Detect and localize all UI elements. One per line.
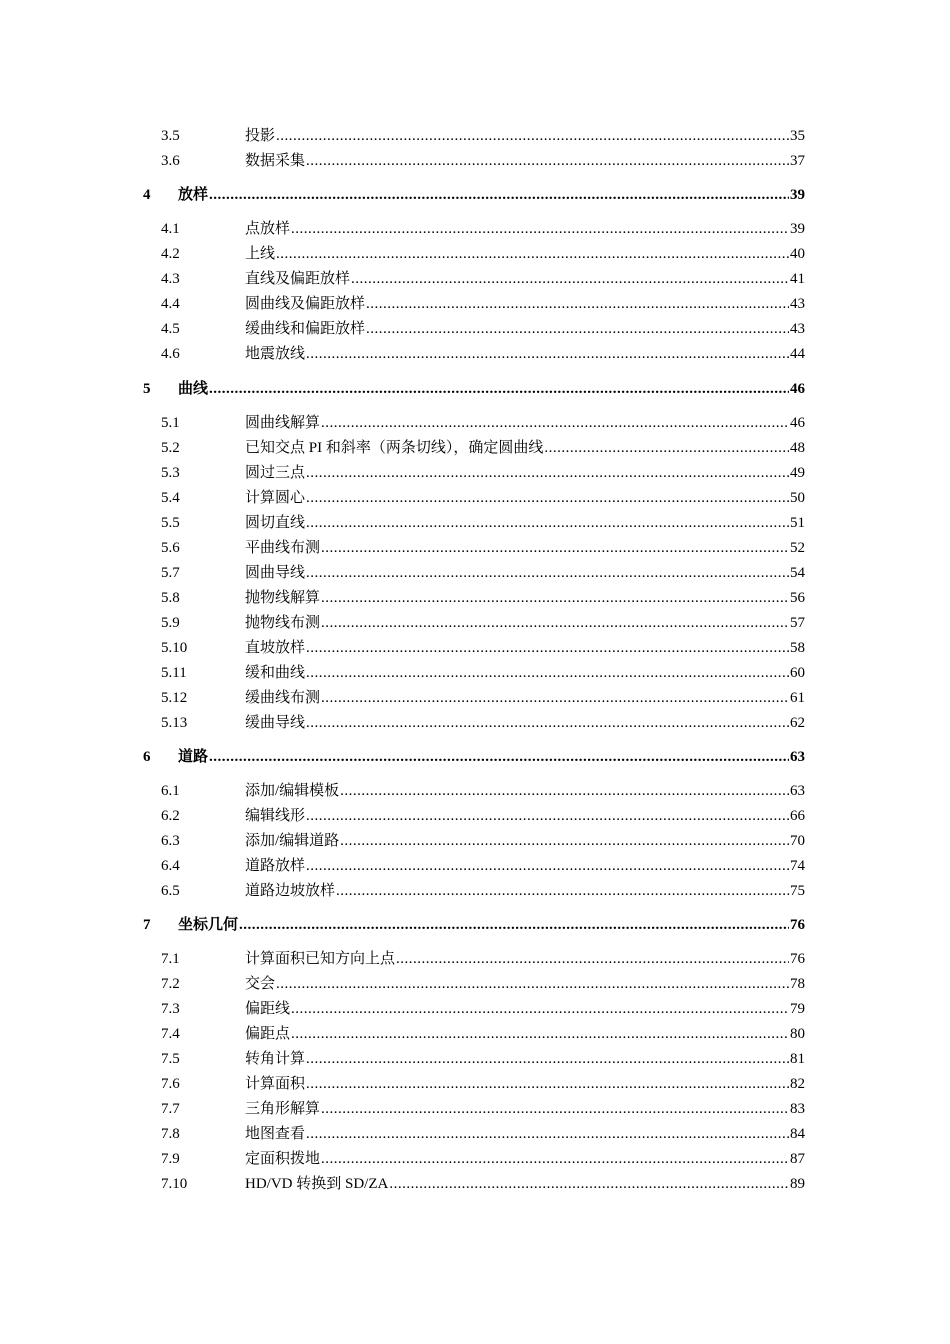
dot-leader [306,487,789,509]
toc-entry-number: 6.5 [161,883,180,899]
toc-entry-number: 5.6 [161,540,180,556]
toc-chapter-title: 道路 [178,749,209,765]
dot-leader [306,662,789,684]
toc-entry-number: 5.9 [161,615,180,631]
toc-entry-number: 4.1 [161,221,180,237]
toc-entry-5-7[interactable] [0,562,950,584]
toc-entry-page: 84 [790,1126,805,1142]
toc-entry-number: 5.3 [161,465,180,481]
toc-entry-5-9[interactable] [0,612,950,634]
toc-entry-title: 计算圆心 [245,490,306,506]
toc-entry-7-5[interactable] [0,1048,950,1070]
dot-leader [321,1098,789,1120]
dot-leader [209,378,789,400]
toc-entry-title: 三角形解算 [245,1101,321,1117]
toc-entry-page: 74 [790,858,805,874]
toc-entry-6-2[interactable] [0,805,950,827]
toc-entry-7-1[interactable] [0,948,950,970]
toc-entry-title: 计算面积 [245,1076,306,1092]
toc-entry-title: 平曲线布测 [245,540,321,556]
toc-entry-page: 70 [790,833,805,849]
toc-entry-title: 地震放线 [245,346,306,362]
toc-chapter-page: 76 [790,917,805,933]
toc-entry-title: 添加/编辑模板 [245,783,340,799]
toc-entry-title: 抛物线解算 [245,590,321,606]
toc-entry-7-8[interactable] [0,1123,950,1145]
toc-entry-number: 7.10 [161,1176,188,1192]
toc-entry-7-3[interactable] [0,998,950,1020]
toc-chapter-number: 7 [143,917,151,933]
toc-entry-title: 圆过三点 [245,465,306,481]
toc-entry-number: 5.2 [161,440,180,456]
toc-entry-title: 交会 [245,976,276,992]
toc-entry-title: 偏距线 [245,1001,291,1017]
toc-entry-title: 偏距点 [245,1026,291,1042]
toc-entry-page: 39 [790,221,805,237]
toc-entry-number: 6.4 [161,858,180,874]
toc-entry-title: 圆曲线及偏距放样 [245,296,366,312]
toc-entry-title: 地图查看 [245,1126,306,1142]
dot-leader [351,268,789,290]
toc-entry-page: 75 [790,883,805,899]
toc-entry-number: 7.2 [161,976,180,992]
toc-entry-page: 78 [790,976,805,992]
dot-leader [306,637,789,659]
toc-entry-page: 57 [790,615,805,631]
toc-entry-number: 5.7 [161,565,180,581]
toc-entry-number: 5.4 [161,490,180,506]
dot-leader [366,293,789,315]
toc-entry-number: 5.8 [161,590,180,606]
toc-entry-page: 58 [790,640,805,656]
toc-chapter-number: 6 [143,749,151,765]
dot-leader [544,437,789,459]
dot-leader [306,1123,789,1145]
toc-chapter-5[interactable] [0,378,950,400]
toc-chapter-6[interactable] [0,746,950,768]
toc-chapter-page: 63 [790,749,805,765]
toc-entry-number: 7.5 [161,1051,180,1067]
toc-entry-7-2[interactable] [0,973,950,995]
dot-leader [321,587,789,609]
toc-entry-number: 4.2 [161,246,180,262]
dot-leader [396,948,789,970]
dot-leader [209,746,789,768]
toc-entry-title: 缓曲导线 [245,715,306,731]
toc-entry-title: 抛物线布测 [245,615,321,631]
dot-leader [291,218,789,240]
toc-entry-3-6[interactable] [0,150,950,172]
toc-entry-page: 80 [790,1026,805,1042]
toc-entry-page: 51 [790,515,805,531]
toc-entry-number: 7.4 [161,1026,180,1042]
toc-entry-page: 50 [790,490,805,506]
toc-entry-page: 49 [790,465,805,481]
toc-chapter-title: 坐标几何 [178,917,239,933]
dot-leader [306,855,789,877]
toc-entry-number: 7.7 [161,1101,180,1117]
dot-leader [321,412,789,434]
toc-entry-number: 6.1 [161,783,180,799]
toc-entry-title: 数据采集 [245,153,306,169]
dot-leader [321,1148,789,1170]
toc-entry-title: 圆曲线解算 [245,415,321,431]
toc-entry-page: 46 [790,415,805,431]
toc-entry-title: 上线 [245,246,276,262]
toc-entry-page: 82 [790,1076,805,1092]
toc-entry-page: 79 [790,1001,805,1017]
dot-leader [321,687,789,709]
toc-entry-title: 圆切直线 [245,515,306,531]
toc-entry-5-1[interactable] [0,412,950,434]
toc-chapter-page: 39 [790,187,805,203]
toc-entry-number: 4.5 [161,321,180,337]
toc-entry-number: 5.10 [161,640,188,656]
toc-entry-4-2[interactable] [0,243,950,265]
dot-leader [276,243,789,265]
toc-chapter-page: 46 [790,381,805,397]
toc-entry-5-2[interactable] [0,437,950,459]
toc-entry-page: 61 [790,690,805,706]
toc-entry-3-5[interactable] [0,125,950,147]
toc-entry-title: 计算面积已知方向上点 [245,951,396,967]
dot-leader [306,562,789,584]
toc-entry-page: 83 [790,1101,805,1117]
toc-entry-number: 3.6 [161,153,180,169]
dot-leader [340,830,789,852]
toc-entry-title: 添加/编辑道路 [245,833,340,849]
toc-entry-5-5[interactable] [0,512,950,534]
dot-leader [209,184,789,206]
toc-entry-number: 5.13 [161,715,188,731]
dot-leader [306,343,789,365]
toc-entry-5-13[interactable] [0,712,950,734]
dot-leader [366,318,789,340]
toc-entry-page: 54 [790,565,805,581]
toc-entry-title: 投影 [245,128,276,144]
toc-entry-6-5[interactable] [0,880,950,902]
toc-entry-page: 44 [790,346,805,362]
toc-entry-title: 缓和曲线 [245,665,306,681]
toc-entry-page: 37 [790,153,805,169]
toc-entry-5-10[interactable] [0,637,950,659]
toc-entry-5-11[interactable] [0,662,950,684]
toc-entry-page: 66 [790,808,805,824]
dot-leader [306,512,789,534]
toc-entry-title: 转角计算 [245,1051,306,1067]
toc-chapter-4[interactable] [0,184,950,206]
toc-chapter-7[interactable] [0,914,950,936]
toc-entry-title: 点放样 [245,221,291,237]
toc-entry-4-4[interactable] [0,293,950,315]
toc-entry-number: 4.3 [161,271,180,287]
toc-entry-title: 道路边坡放样 [245,883,336,899]
toc-entry-page: 81 [790,1051,805,1067]
toc-entry-4-5[interactable] [0,318,950,340]
toc-entry-title: 编辑线形 [245,808,306,824]
toc-entry-7-6[interactable] [0,1073,950,1095]
dot-leader [306,462,789,484]
toc-chapter-number: 4 [143,187,151,203]
toc-entry-7-4[interactable] [0,1023,950,1045]
toc-entry-4-3[interactable] [0,268,950,290]
toc-entry-number: 7.9 [161,1151,180,1167]
toc-entry-page: 52 [790,540,805,556]
dot-leader [321,612,789,634]
toc-entry-5-6[interactable] [0,537,950,559]
toc-entry-title: 定面积拨地 [245,1151,321,1167]
toc-entry-title: 已知交点 PI 和斜率（两条切线），确定圆曲线 [245,440,544,456]
toc-entry-page: 56 [790,590,805,606]
toc-entry-number: 5.11 [161,665,187,681]
dot-leader [276,973,789,995]
toc-entry-title: 缓曲线布测 [245,690,321,706]
toc-entry-number: 7.3 [161,1001,180,1017]
dot-leader [239,914,789,936]
toc-entry-title: 直线及偏距放样 [245,271,351,287]
toc-entry-page: 40 [790,246,805,262]
toc-entry-number: 7.6 [161,1076,180,1092]
toc-chapter-title: 曲线 [178,381,209,397]
toc-entry-5-8[interactable] [0,587,950,609]
dot-leader [389,1173,789,1195]
dot-leader [340,780,789,802]
toc-chapter-number: 5 [143,381,151,397]
toc-entry-page: 35 [790,128,805,144]
dot-leader [321,537,789,559]
dot-leader [276,125,789,147]
toc-entry-number: 3.5 [161,128,180,144]
toc-entry-page: 89 [790,1176,805,1192]
toc-entry-page: 43 [790,296,805,312]
toc-entry-number: 5.12 [161,690,188,706]
toc-entry-7-9[interactable] [0,1148,950,1170]
toc-entry-number: 5.1 [161,415,180,431]
toc-entry-title: 缓曲线和偏距放样 [245,321,366,337]
toc-chapter-title: 放样 [178,187,209,203]
toc-entry-number: 7.1 [161,951,180,967]
toc-entry-page: 87 [790,1151,805,1167]
toc-entry-5-4[interactable] [0,487,950,509]
toc-entry-number: 6.3 [161,833,180,849]
toc-entry-title: HD/VD 转换到 SD/ZA [245,1176,389,1192]
dot-leader [306,150,789,172]
dot-leader [291,1023,789,1045]
dot-leader [291,998,789,1020]
toc-entry-title: 道路放样 [245,858,306,874]
toc-entry-page: 62 [790,715,805,731]
toc-entry-6-1[interactable] [0,780,950,802]
toc-entry-title: 圆曲导线 [245,565,306,581]
toc-entry-7-7[interactable] [0,1098,950,1120]
toc-entry-page: 43 [790,321,805,337]
toc-entry-4-6[interactable] [0,343,950,365]
toc-entry-number: 6.2 [161,808,180,824]
toc-entry-4-1[interactable] [0,218,950,240]
toc-entry-title: 直坡放样 [245,640,306,656]
toc-entry-number: 4.4 [161,296,180,312]
toc-entry-6-3[interactable] [0,830,950,852]
toc-entry-6-4[interactable] [0,855,950,877]
toc-entry-5-3[interactable] [0,462,950,484]
toc-entry-number: 4.6 [161,346,180,362]
toc-entry-7-10[interactable] [0,1173,950,1195]
dot-leader [306,1048,789,1070]
toc-entry-page: 60 [790,665,805,681]
toc-entry-page: 63 [790,783,805,799]
toc-entry-5-12[interactable] [0,687,950,709]
dot-leader [336,880,789,902]
dot-leader [306,1073,789,1095]
toc-entry-page: 41 [790,271,805,287]
toc-entry-number: 5.5 [161,515,180,531]
toc-entry-number: 7.8 [161,1126,180,1142]
dot-leader [306,712,789,734]
toc-entry-page: 48 [790,440,805,456]
toc-entry-page: 76 [790,951,805,967]
dot-leader [306,805,789,827]
